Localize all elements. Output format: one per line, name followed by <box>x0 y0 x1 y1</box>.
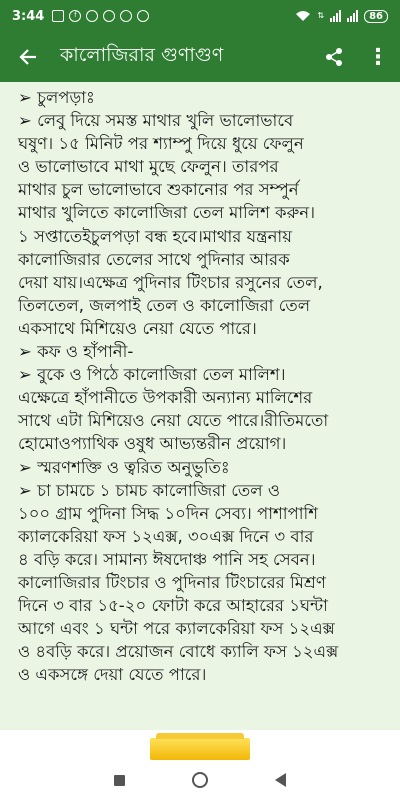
status-bar <box>0 0 400 32</box>
content-line: হোমোওপ্যাথিক ওষুধ আভ্যন্তরীন প্রয়োগ। <box>18 434 287 454</box>
content-line: কালোজিরার তেলের সাথে পুদিনার আরক <box>18 249 290 269</box>
app-icon <box>137 10 149 22</box>
content-line: মাথার খুলিতে কালোজিরা তেল মালিশ করুন। <box>18 203 316 223</box>
back-icon[interactable] <box>275 773 286 787</box>
whatsapp-icon <box>103 10 115 22</box>
content-line: ও একসঙ্গে দেয়া যেতে পারে। <box>18 665 207 685</box>
content-line: একসাথে মিশিয়েও নেয়া যেতে পারে। <box>18 318 257 338</box>
content-line: মাথার চুল ভালোভাবে শুকানোর পর সম্পুর্ন <box>18 180 299 200</box>
back-button[interactable] <box>0 32 56 82</box>
content-line: আগে এবং ১ ঘন্টা পরে ক্যালকেরিয়া ফস ১২এক্স <box>18 619 335 639</box>
content-line: দিনে ৩ বার ১৫-২০ ফোটা করে আহারের ১ঘন্টা <box>18 596 328 616</box>
data-arrows-icon: ⇅ <box>317 11 325 20</box>
content-line: ➢ বুকে ও পিঠে কালোজিরা তেল মালিশ। <box>18 365 286 385</box>
arrow-back-icon <box>18 47 38 67</box>
content-line: ➢ চুলপড়াঃ <box>18 88 95 107</box>
recent-apps-icon[interactable] <box>114 775 125 786</box>
more-vert-icon: ⋮ <box>367 44 389 70</box>
content-line: ➢ কফ ও হাঁপানী- <box>18 342 134 362</box>
content-line: ১ সপ্তাতেইচুলপড়া বন্ধ হবে।মাথার যন্ত্রনায় <box>18 226 292 246</box>
article-content[interactable] <box>0 82 400 730</box>
more-options-button[interactable] <box>356 32 400 82</box>
content-line: এক্ষেত্রে হাঁপানীতে উপকারী অন্যান্য মালিশের <box>18 388 313 408</box>
content-line: ও ৪বড়ি করে। প্রয়োজন বোধে ক্যালি ফস ১২এক্স <box>18 642 339 662</box>
content-line: ১০০ গ্রাম পুদিনা সিদ্ধ ১০দিন সেব্য। পাশাপাশি <box>18 503 319 523</box>
signal-icon <box>330 10 341 22</box>
content-line: তিলতেল, জলপাই তেল ও কালোজিরা তেল <box>18 295 311 315</box>
system-icons <box>295 10 388 23</box>
facebook-icon: f <box>69 10 81 22</box>
home-icon[interactable] <box>192 772 208 788</box>
content-line: ৪ বড়ি করে। সামান্য ঈষদোঞ্চ পানি সহ সেবন। <box>18 549 316 569</box>
content-line: দেয়া যায়।এক্ষেত্র পুদিনার টিংচার রসুনের তেল, <box>18 272 323 292</box>
status-time: 3:44 <box>12 8 45 24</box>
system-nav-bar <box>0 760 400 800</box>
battery-icon: 86 <box>364 10 388 23</box>
content-line: ও ভালোভাবে মাথা মুছে ফেলুন। তারপর <box>18 157 279 177</box>
whatsapp-icon <box>120 10 132 22</box>
image-icon <box>52 10 64 22</box>
messenger-icon <box>86 10 98 22</box>
page-title: কালোজিরার গুণাগুণ <box>60 44 224 66</box>
content-line: ➢ চা চামচে ১ চামচ কালোজিরা তেল ও <box>18 480 280 500</box>
share-button[interactable] <box>312 32 356 82</box>
wifi-icon <box>295 10 311 22</box>
content-line: সাথে এটা মিশিয়েও নেয়া যেতে পারে।রীতিমতো <box>18 411 329 431</box>
ad-graphic[interactable] <box>150 738 250 760</box>
notification-icons <box>52 10 149 22</box>
content-line: ক্যালকেরিয়া ফস ১২এক্স, ৩০এক্স দিনে ৩ বার <box>18 526 314 546</box>
content-line: ➢ লেবু দিয়ে সমস্ত মাথার খুলি ভালোভাবে <box>18 111 294 131</box>
ad-banner[interactable] <box>0 730 400 760</box>
content-line: ➢ স্মরণশক্তি ও ত্বরিত অনুভুতিঃ <box>18 457 230 477</box>
content-line: ঘষুণ। ১৫ মিনিট পর শ্যাম্পু দিয়ে ধুয়ে ফেলুন <box>18 134 304 154</box>
content-line: কালোজিরার টিংচার ও পুদিনার টিংচারের মিশ্রণ <box>18 572 326 592</box>
app-bar <box>0 32 400 82</box>
share-icon <box>324 47 344 67</box>
signal-icon-2 <box>347 10 358 22</box>
